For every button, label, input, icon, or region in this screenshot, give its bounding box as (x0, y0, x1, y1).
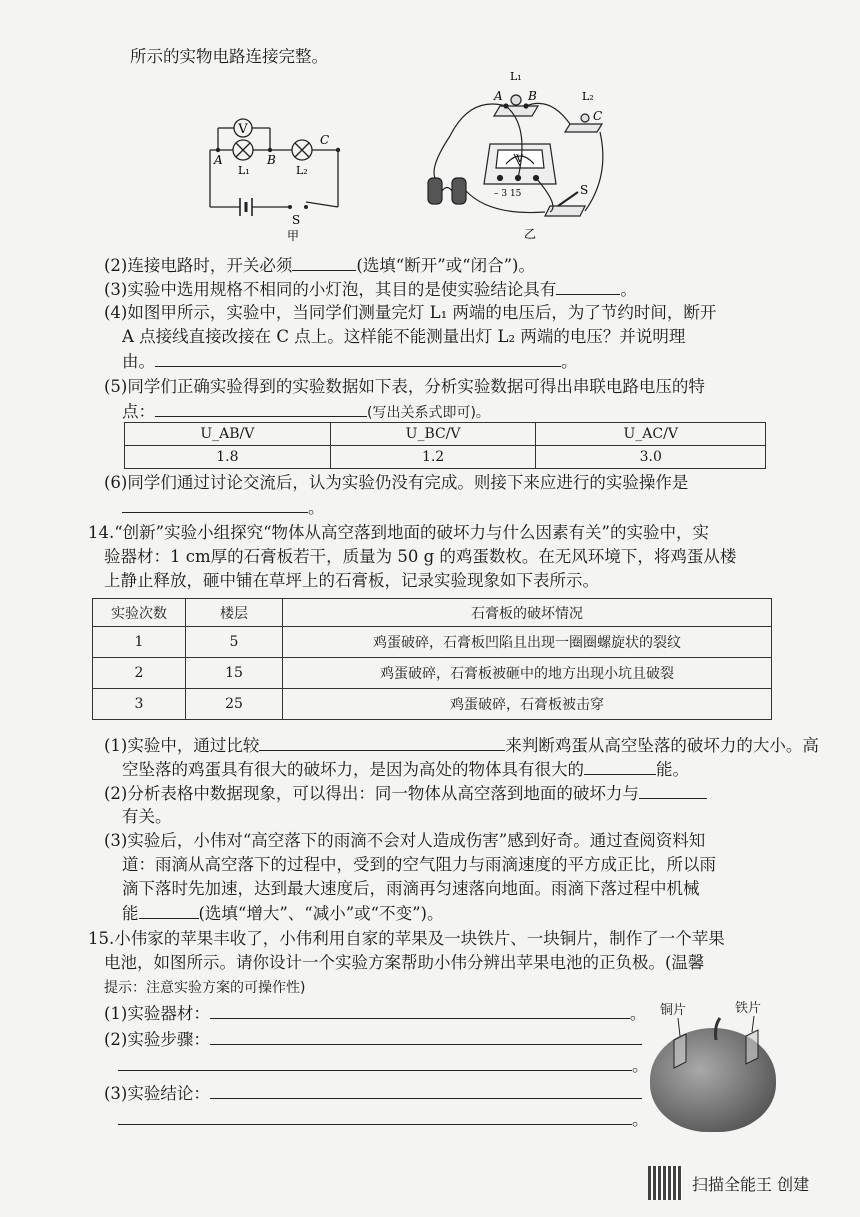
table-cell: 3.0 (536, 446, 766, 469)
q14-line3: 上静止释放，砸中铺在草坪上的石膏板，记录实验现象如下表所示。 (104, 571, 599, 590)
point-a-label: A (214, 153, 223, 167)
voltmeter-label: V (238, 122, 248, 137)
q15-part2: (2)实验步骤： (104, 1028, 642, 1051)
q14-part3-line1: (3)实验后，小伟对“高空落下的雨滴不会对人造成伤害”感到好奇。通过查阅资料知 (104, 831, 706, 850)
diagram-yi-caption: 乙 (524, 227, 537, 241)
q14-line1: 14.“创新”实验小组探究“物体从高空落到地面的破坏力与什么因素有关”的实验中，实 (88, 523, 709, 542)
q13-part4-line3: 由。 。 (122, 352, 578, 371)
table-cell: 5 (186, 627, 283, 658)
table-row (125, 446, 766, 469)
table-header-trial: 实验次数 (93, 599, 186, 627)
q15-part3: (3)实验结论： (104, 1082, 642, 1105)
table-cell: 1.2 (330, 446, 536, 469)
diagram-jia-caption: 甲 (287, 229, 300, 242)
table-cell: 鸡蛋破碎，石膏板凹陷且出现一圈圈螺旋状的裂纹 (283, 627, 772, 658)
circuit-diagram-jia (200, 112, 350, 242)
q14-part3-line4: 能 (选填“增大”、“减小”或“不变”)。 (122, 904, 444, 923)
q13-part3: (3)实验中选用规格不相同的小灯泡，其目的是使实验结论具有 。 (104, 280, 637, 299)
table-cell: 1.8 (125, 446, 331, 469)
table-row (93, 658, 772, 689)
qr-code-icon (648, 1166, 682, 1200)
iron-plate-label: 铁片 (735, 1001, 762, 1016)
q15-part2-line2: 。 (118, 1054, 649, 1077)
voltage-data-table (124, 422, 766, 469)
point-c-label: C (320, 133, 330, 147)
table-cell: 15 (186, 658, 283, 689)
yi-point-a-label: A (494, 89, 503, 103)
table-header-ubc: U_BC/V (330, 423, 536, 446)
yi-lamp-l2-label: L₂ (582, 90, 594, 103)
q13-part5-line2: 点： (写出关系式即可)。 (122, 402, 490, 421)
answer-blank[interactable] (118, 1108, 632, 1125)
q13-part5-line1: (5)同学们正确实验得到的实验数据如下表，分析实验数据可得出串联电路电压的特 (104, 377, 705, 396)
table-header-uac: U_AC/V (536, 423, 766, 446)
table-row (93, 689, 772, 720)
answer-blank[interactable] (210, 1028, 642, 1045)
q14-line2: 验器材：1 cm厚的石膏板若干，质量为 50 g 的鸡蛋数枚。在无风环境下，将鸡蛋从楼 (104, 547, 737, 566)
answer-blank[interactable] (292, 254, 356, 271)
lamp-l2-label: L₂ (296, 164, 308, 177)
q14-part1-line2: 空坠落的鸡蛋具有很大的破坏力，是因为高处的物体具有很大的 能。 (122, 760, 689, 779)
answer-blank[interactable] (118, 1054, 632, 1071)
table-cell: 1 (93, 627, 186, 658)
answer-blank[interactable] (584, 758, 656, 775)
q15-line1: 15.小伟家的苹果丰收了，小伟利用自家的苹果及一块铁片、一块铜片，制作了一个苹果 (88, 929, 725, 948)
q13-part2: (2)连接电路时，开关必须 (选填“断开”或“闭合”)。 (104, 256, 535, 275)
answer-blank[interactable] (155, 400, 367, 417)
point-b-label: B (267, 153, 276, 167)
table-row (93, 599, 772, 627)
table-cell: 3 (93, 689, 186, 720)
yi-point-c-label: C (593, 109, 603, 123)
table-row (93, 627, 772, 658)
answer-blank[interactable] (155, 350, 561, 367)
q15-part3-line2: 。 (118, 1108, 649, 1131)
table-row (125, 423, 766, 446)
answer-blank[interactable] (139, 902, 199, 919)
experiment-table (92, 598, 772, 720)
yi-switch-label: S (580, 183, 589, 197)
table-header-damage: 石膏板的破坏情况 (283, 599, 772, 627)
table-cell: 2 (93, 658, 186, 689)
table-header-floor: 楼层 (186, 599, 283, 627)
circuit-diagram-yi (410, 66, 620, 246)
answer-blank[interactable] (556, 278, 620, 295)
q14-part3-line3: 滴下落时先加速，达到最大速度后，雨滴再匀速落向地面。雨滴下落过程中机械 (122, 879, 700, 898)
yi-point-b-label: B (528, 89, 537, 103)
answer-blank[interactable] (210, 1082, 642, 1099)
q14-part1-line1: (1)实验中，通过比较 来判断鸡蛋从高空坠落的破坏力的大小。高 (104, 736, 819, 755)
q13-part4-line2: A 点接线直接改接在 C 点上。这样能不能测量出灯 L₂ 两端的电压？并说明理 (122, 327, 686, 346)
intro-line: 所示的实物电路连接完整。 (130, 47, 328, 66)
table-cell: 鸡蛋破碎，石膏板被砸中的地方出现小坑且破裂 (283, 658, 772, 689)
switch-s-label: S (292, 213, 301, 227)
q13-part6-line2: 。 (122, 496, 325, 519)
answer-blank[interactable] (259, 734, 505, 751)
answer-blank[interactable] (210, 1002, 630, 1019)
footer-watermark: 扫描全能王 创建 (692, 1175, 810, 1194)
yi-lamp-l1-label: L₁ (510, 70, 522, 83)
q15-part1: (1)实验器材： 。 (104, 1004, 647, 1023)
q15-line2: 电池，如图所示。请你设计一个实验方案帮助小伟分辨出苹果电池的正负极。(温馨 (104, 953, 705, 972)
table-header-uab: U_AB/V (125, 423, 331, 446)
yi-terminal-labels: – 3 15 (494, 189, 522, 199)
table-cell: 鸡蛋破碎，石膏板被击穿 (283, 689, 772, 720)
q14-part2-line1: (2)分析表格中数据现象，可以得出：同一物体从高空落到地面的破坏力与 (104, 782, 707, 805)
answer-blank[interactable] (122, 496, 308, 513)
q13-part4-line1: (4)如图甲所示，实验中，当同学们测量完灯 L₁ 两端的电压后，为了节约时间，断开 (104, 303, 717, 322)
table-cell: 25 (186, 689, 283, 720)
yi-voltmeter-label: V (516, 154, 524, 165)
copper-plate-label: 铜片 (660, 1003, 687, 1018)
q13-part6-line1: (6)同学们通过讨论交流后，认为实验仍没有完成。则接下来应进行的实验操作是 (104, 473, 689, 492)
q15-line3: 提示：注意实验方案的可操作性) (104, 980, 306, 996)
answer-blank[interactable] (639, 782, 707, 799)
lamp-l1-label: L₁ (238, 164, 250, 177)
q14-part2-line2: 有关。 (122, 807, 172, 826)
q14-part3-line2: 道：雨滴从高空落下的过程中，受到的空气阻力与雨滴速度的平方成正比，所以雨 (122, 855, 716, 874)
